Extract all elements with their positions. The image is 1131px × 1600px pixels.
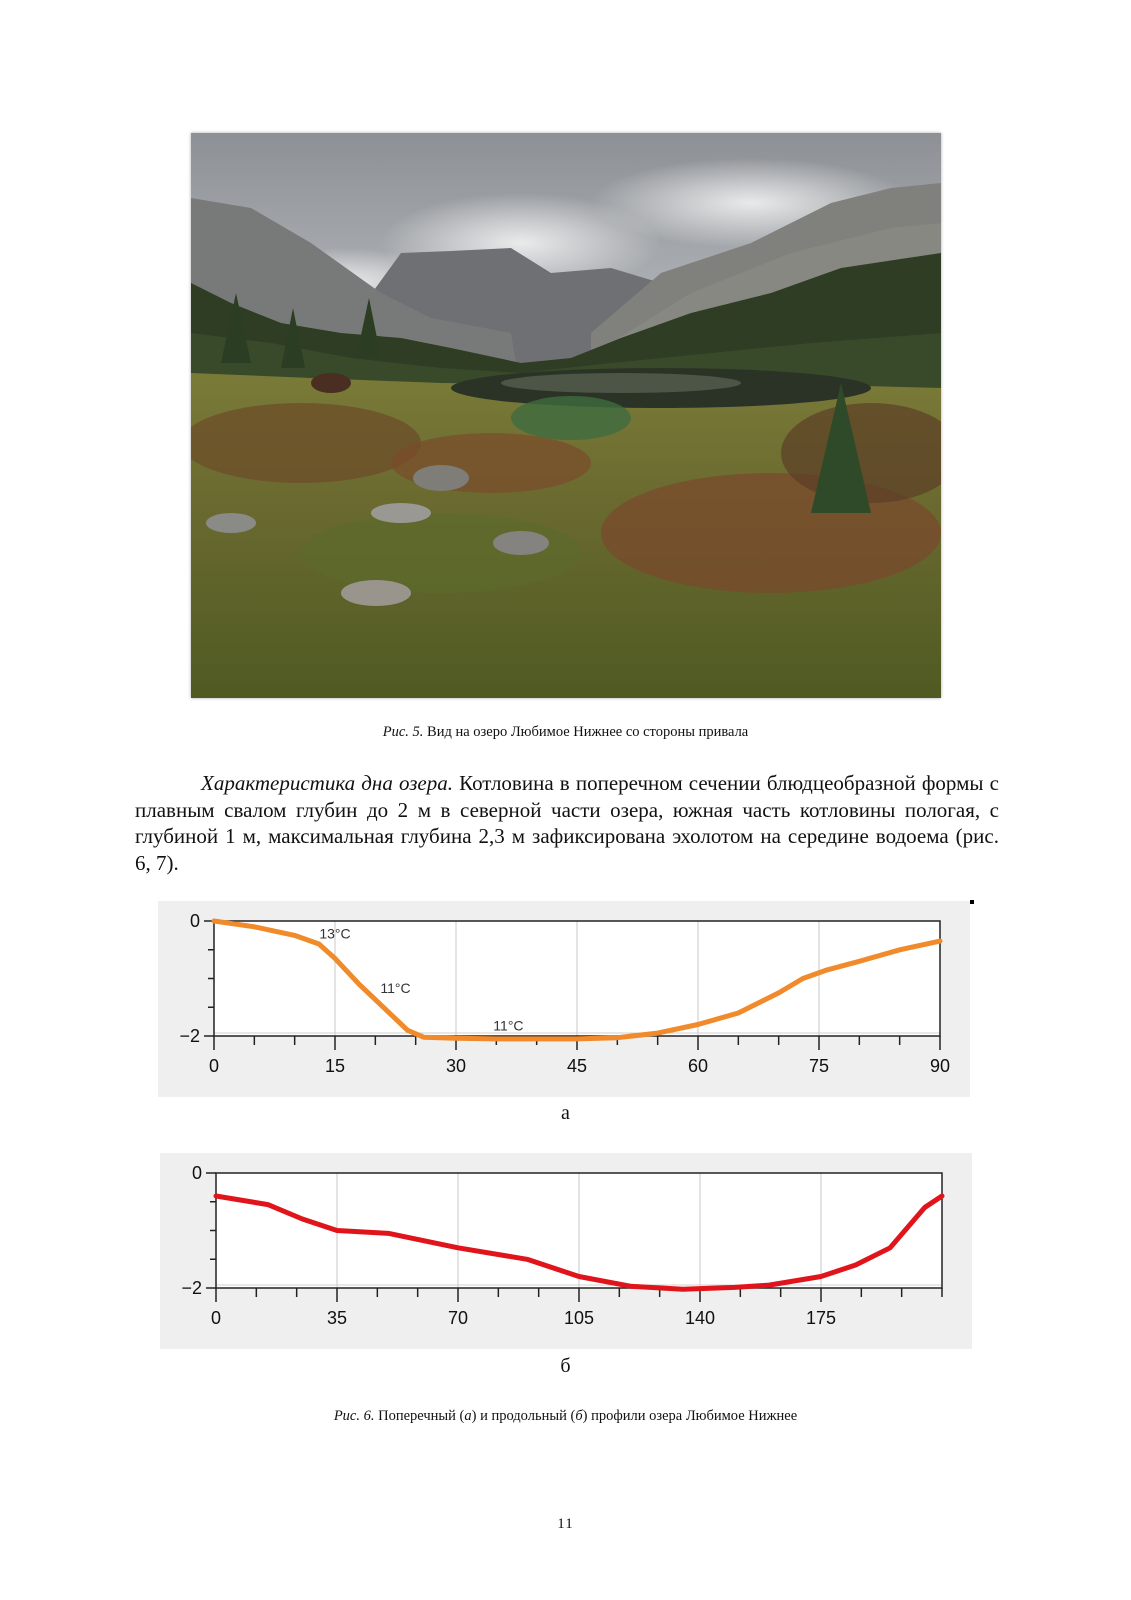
body-paragraph — [135, 770, 999, 876]
y-tick-label: 0 — [189, 911, 200, 931]
page-number: 11 — [557, 1516, 574, 1532]
figure5-caption-text: Вид на озеро Любимое Нижнее со стороны привала — [423, 724, 749, 740]
chart-b-svg — [160, 1153, 972, 1349]
x-tick-label: 70 — [447, 1308, 469, 1328]
figure5-caption-label: Рис. 5. — [382, 724, 424, 740]
paragraph-lead: Характеристика дна озера. — [201, 771, 453, 795]
chart-a-svg — [158, 901, 970, 1097]
chart-longitudinal-profile — [160, 1153, 972, 1349]
figure6-caption-text-1: Поперечный ( — [374, 1408, 465, 1424]
x-tick-label: 140 — [684, 1308, 716, 1328]
lake-photo — [191, 133, 941, 698]
figure6-caption-a: а — [464, 1408, 472, 1424]
x-tick-label: 175 — [805, 1308, 837, 1328]
temperature-annotation: 11°C — [493, 1017, 524, 1034]
chart-transverse-profile — [158, 901, 970, 1097]
x-tick-label: 60 — [687, 1056, 709, 1076]
x-tick-label: 0 — [210, 1308, 222, 1328]
temperature-annotation: 11°C — [380, 979, 411, 996]
temperature-annotation: 13°C — [319, 925, 351, 942]
x-tick-label: 75 — [808, 1056, 830, 1076]
panel-label-a: а — [561, 1102, 570, 1124]
figure6-caption-text-2: ) и продольный ( — [471, 1408, 576, 1424]
x-tick-label: 15 — [324, 1056, 346, 1076]
x-tick-label: 35 — [326, 1308, 348, 1328]
x-tick-label: 30 — [445, 1056, 467, 1076]
x-tick-label: 90 — [929, 1056, 951, 1076]
x-tick-label: 0 — [208, 1056, 220, 1076]
y-tick-label: −2 — [179, 1026, 200, 1046]
paragraph-body: Котловина в поперечном сечении блюдцеобразной формы с плавным свалом глубин до 2 м в северной части озера, южная часть котловины пологая, с глубиной 1 м, максимальная глубина 2,3 м зафиксирована эхолотом на середине водоема (рис. 6, 7). — [135, 771, 999, 875]
y-tick-label: −2 — [181, 1278, 202, 1298]
stray-dot — [970, 900, 974, 904]
figure6-caption — [0, 1408, 1131, 1425]
figure6-caption-label: Рис. 6. — [333, 1408, 375, 1424]
figure6-caption-b: б — [575, 1408, 583, 1424]
x-tick-label: 105 — [563, 1308, 595, 1328]
panel-label-b: б — [560, 1355, 571, 1377]
figure6-caption-text-3: ) профили озера Любимое Нижнее — [582, 1408, 798, 1424]
x-tick-label: 45 — [566, 1056, 588, 1076]
y-tick-label: 0 — [191, 1163, 202, 1183]
figure5-caption — [0, 724, 1131, 741]
